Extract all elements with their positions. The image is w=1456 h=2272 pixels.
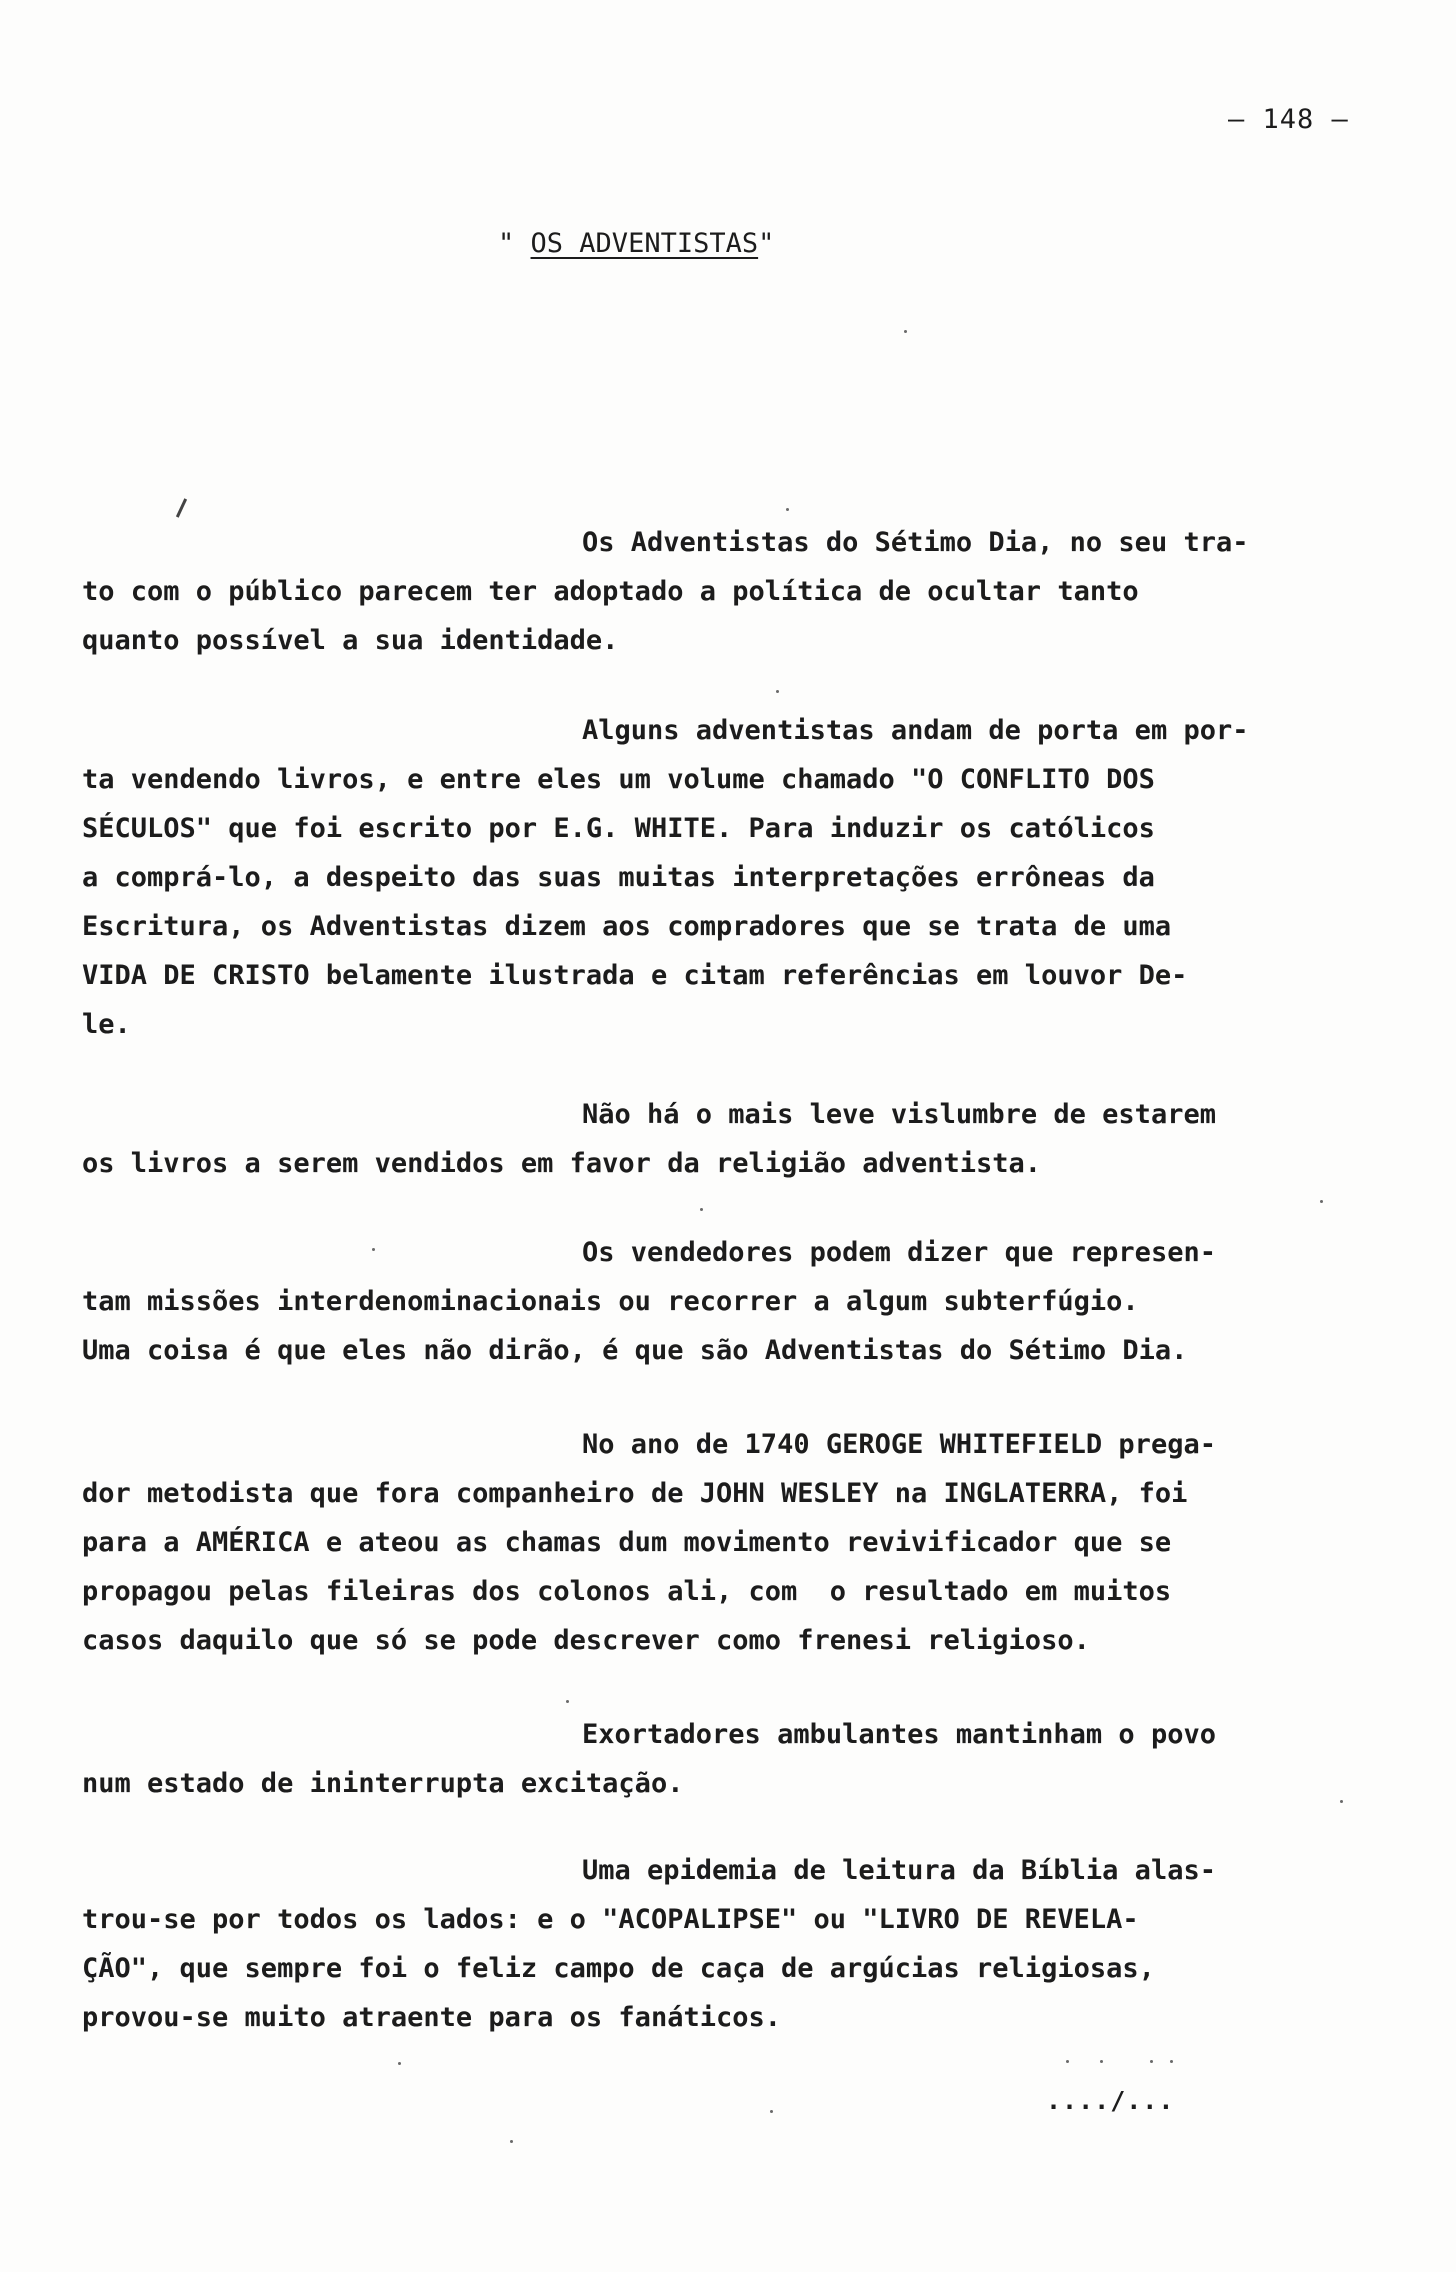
paragraph-1 [82,518,1352,665]
paragraph-line: Exortadores ambulantes mantinham o povo [582,1719,1216,1750]
scan-speck [398,2062,401,2065]
scan-speck [786,508,789,511]
paragraph-line: trou-se por todos os lados: e o "ACOPALIPSE" ou "LIVRO DE REVELA- [82,1904,1139,1935]
scan-speck [1100,2060,1103,2063]
paragraph-line: Uma coisa é que eles não dirão, é que são Adventistas do Sétimo Dia. [82,1335,1188,1366]
paragraph-line: No ano de 1740 GEROGE WHITEFIELD prega- [582,1429,1216,1460]
scan-speck [566,1700,569,1703]
paragraph-5 [82,1420,1352,1665]
scan-speck [372,1248,375,1251]
paragraph-line: tam missões interdenominacionais ou recorrer a algum subterfúgio. [82,1286,1139,1317]
paragraph-line: ta vendendo livros, e entre eles um volume chamado "O CONFLITO DOS [82,764,1155,795]
paragraph-line: Alguns adventistas andam de porta em por- [582,715,1249,746]
paragraph-line: le. [82,1009,131,1040]
paragraph-line: to com o público parecem ter adoptado a política de ocultar tanto [82,576,1139,607]
paragraph-line: Uma epidemia de leitura da Bíblia alas- [582,1855,1216,1886]
paragraph-7 [82,1846,1352,2042]
scan-speck [700,1208,703,1211]
page-number: — 148 — [1228,104,1349,135]
paragraph-line: para a AMÉRICA e ateou as chamas dum movimento revivificador que se [82,1527,1172,1558]
paragraph-3 [82,1090,1352,1188]
continuation-mark: ..../... [1046,2086,1175,2115]
scan-speck [770,2110,773,2113]
paragraph-line: Os Adventistas do Sétimo Dia, no seu tra- [582,527,1249,558]
paragraph-line: Os vendedores podem dizer que represen- [582,1237,1216,1268]
scan-speck [1320,1200,1323,1203]
paragraph-line: propagou pelas fileiras dos colonos ali, com o resultado em muitos [82,1576,1172,1607]
paragraph-line: dor metodista que fora companheiro de JOHN WESLEY na INGLATERRA, foi [82,1478,1188,1509]
scan-speck [510,2140,513,2143]
title-close-quote: " [758,228,775,259]
scan-speck [1340,1800,1343,1803]
paragraph-6 [82,1710,1352,1808]
scan-speck [1150,2060,1153,2063]
paragraph-line: Escritura, os Adventistas dizem aos compradores que se trata de uma [82,911,1172,942]
paragraph-line: SÉCULOS" que foi escrito por E.G. WHITE. Para induzir os católicos [82,813,1155,844]
title-text: OS ADVENTISTAS [530,228,759,259]
paragraph-line: provou-se muito atraente para os fanáticos. [82,2002,781,2033]
scan-speck [904,330,907,333]
paragraph-line: num estado de ininterrupta excitação. [82,1768,684,1799]
title-open-quote: " [498,228,515,259]
paragraph-line: a comprá-lo, a despeito das suas muitas interpretações errôneas da [82,862,1155,893]
paragraph-line: quanto possível a sua identidade. [82,625,619,656]
paragraph-line: Não há o mais leve vislumbre de estarem [582,1099,1216,1130]
scan-speck [776,690,779,693]
paragraph-4 [82,1228,1352,1375]
scan-speck [1170,2060,1173,2063]
paragraph-line: os livros a serem vendidos em favor da religião adventista. [82,1148,1042,1179]
document-title [498,228,774,259]
scan-speck [1066,2060,1069,2063]
paragraph-2 [82,706,1352,1049]
paragraph-line: VIDA DE CRISTO belamente ilustrada e citam referências em louvor De- [82,960,1188,991]
pen-mark [176,498,187,517]
paragraph-line: casos daquilo que só se pode descrever como frenesi religioso. [82,1625,1090,1656]
paragraph-line: ÇÃO", que sempre foi o feliz campo de caça de argúcias religiosas, [82,1953,1155,1984]
